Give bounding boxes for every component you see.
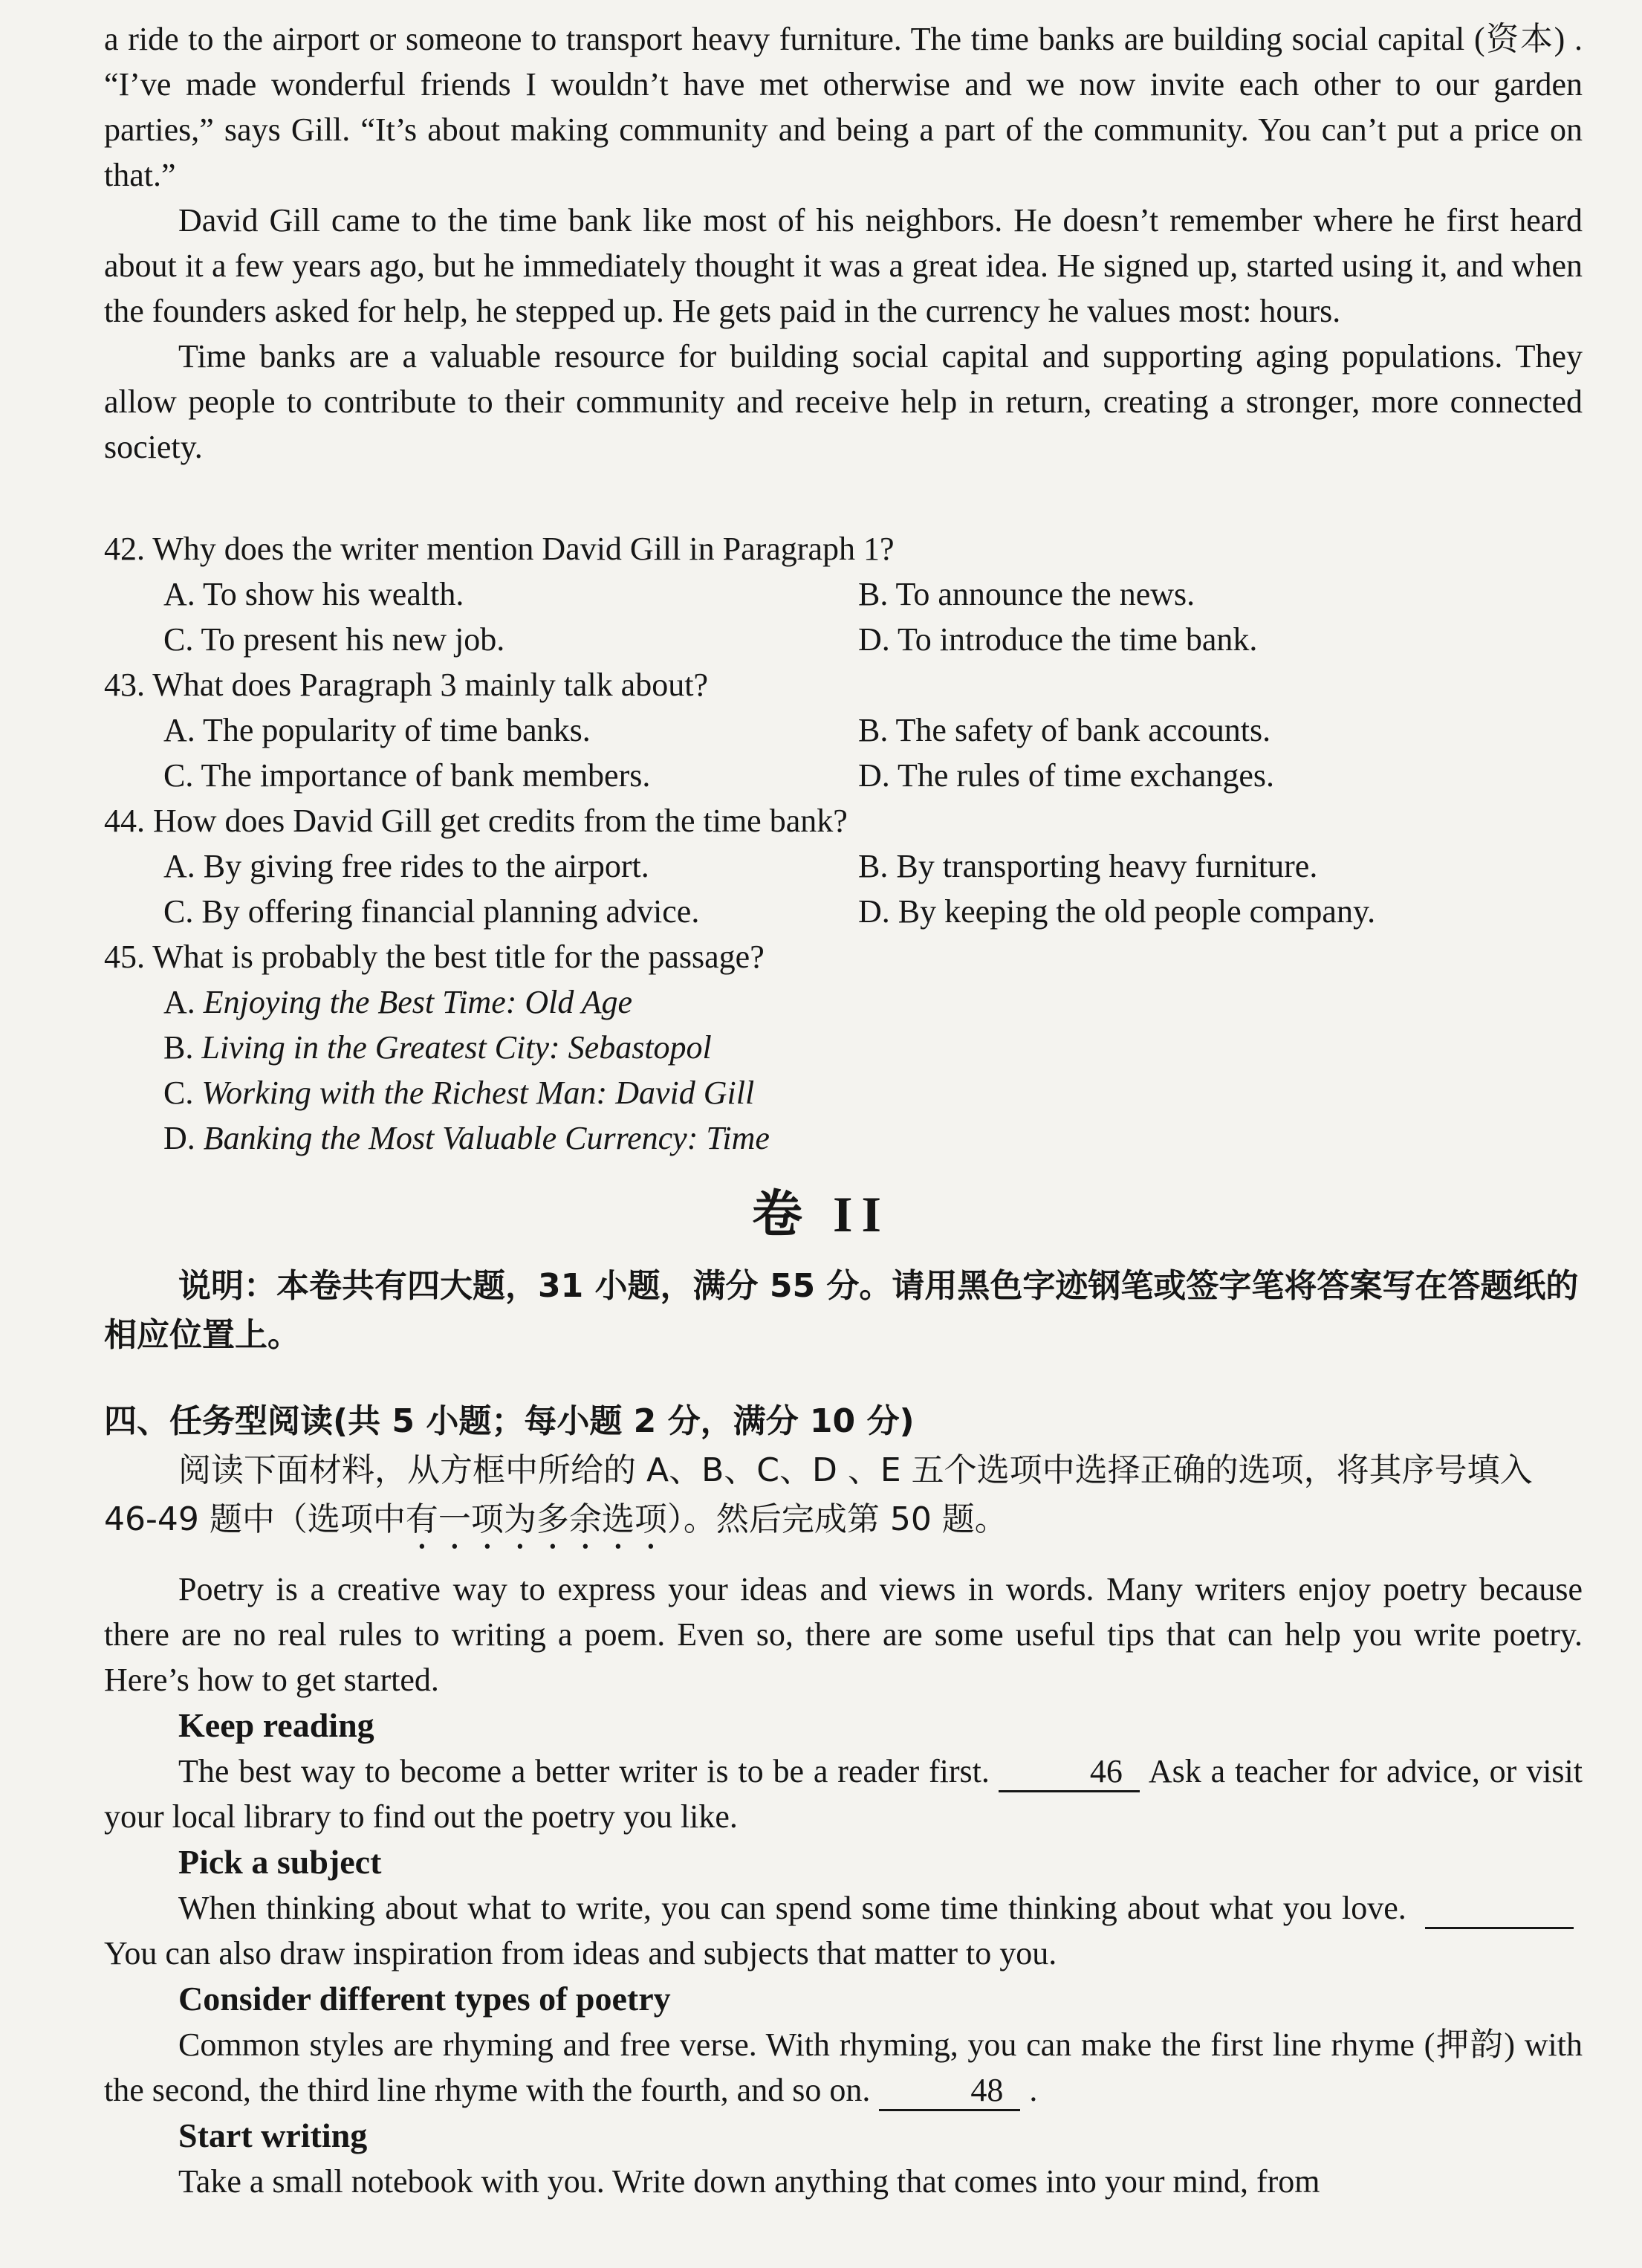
question-43 (104, 662, 1583, 798)
blank-48: 48 (879, 2072, 1020, 2111)
text: Common styles are rhyming and free verse. With rhyming, you can make the first line rhyme (押韵) with the second, the third line rhyme with the fourth, and so on. (104, 2026, 1583, 2108)
question-44 (104, 798, 1583, 934)
text: You can also draw inspiration from ideas and subjects that matter to you. (104, 1935, 1057, 1971)
question-stem: 45. What is probably the best title for the passage? (104, 939, 765, 975)
question-stem: 44. How does David Gill get credits from the time bank? (104, 803, 848, 839)
subheading-pick-subject: Pick a subject (178, 1843, 382, 1881)
option-b (163, 1025, 1583, 1070)
option-b: B. To announce the news. (858, 576, 1195, 612)
option-b: B. The safety of bank accounts. (858, 712, 1271, 748)
text: Ask a teacher for advice, or visit your local library to find out the poetry you like. (104, 1753, 1583, 1835)
option-c: C. By offering financial planning advice. (163, 893, 700, 930)
paragraph-pick-subject (104, 1885, 1583, 1976)
option-text: Living in the Greatest City: Sebastopol (201, 1029, 712, 1066)
directions-text-end: ）。然后完成第 50 题。 (666, 1500, 1007, 1538)
paragraph-start-writing: Take a small notebook with you. Write down anything that comes into your mind, from (178, 2163, 1320, 2200)
question-stem: 42. Why does the writer mention David Gill in Paragraph 1? (104, 531, 895, 567)
option-a: A. To show his wealth. (163, 576, 464, 612)
paragraph-0: a ride to the airport or someone to transport heavy furniture. The time banks are building social capital (资本) . “I’ve made wonderful friends I wouldn’t have met otherwise and we now invite each other to our garden parties,” says Gill. “It’s about making community and being a part of the community. You can’t put a price on that.” (104, 21, 1583, 193)
paragraph-2: Time banks are a valuable resource for building social capital and supporting aging populations. They allow people to contribute to their community and receive help in return, creating a stronger, more connected society. (104, 338, 1583, 465)
option-text: Working with the Richest Man: David Gill (201, 1075, 755, 1111)
paragraph-keep-reading (104, 1749, 1583, 1839)
subheading-types-of-poetry: Consider different types of poetry (178, 1980, 671, 2018)
option-a: A. By giving free rides to the airport. (163, 848, 649, 884)
poetry-intro: Poetry is a creative way to express your ideas and views in words. Many writers enjoy poetry because there are no real rules to writing a poem. Even so, there are some useful tips that can help you write poetry. Here’s how to get started. (104, 1571, 1583, 1698)
instruction-text: 说明：本卷共有四大题，31 小题，满分 55 分。请用黑色字迹钢笔或签字笔将答案写在答题纸的相应位置上。 (104, 1267, 1579, 1354)
text: . (1029, 2072, 1038, 2108)
option-a: A. The popularity of time banks. (163, 712, 591, 748)
subheading-start-writing: Start writing (178, 2116, 368, 2154)
volume-title: 卷 II (752, 1186, 890, 1242)
option-b: B. By transporting heavy furniture. (858, 848, 1318, 884)
question-stem: 43. What does Paragraph 3 mainly talk about? (104, 667, 708, 703)
option-d: D. To introduce the time bank. (858, 621, 1258, 658)
option-d: D. By keeping the old people company. (858, 893, 1376, 930)
text: When thinking about what to write, you can spend some time thinking about what you love. (178, 1890, 1406, 1926)
volume-instruction (104, 1262, 1583, 1360)
paragraph-types-of-poetry (104, 2022, 1583, 2113)
blank-47 (1425, 1890, 1574, 1929)
option-text: Enjoying the Best Time: Old Age (203, 984, 632, 1020)
option-letter: A. (163, 984, 195, 1020)
section-directions (104, 1446, 1583, 1557)
directions-emphasis: 有一项为多余选项 (405, 1500, 667, 1538)
poetry-passage (104, 1566, 1583, 2204)
question-45 (104, 934, 1583, 1161)
option-letter: B. (163, 1029, 194, 1066)
option-d: D. The rules of time exchanges. (858, 757, 1275, 794)
option-c: C. The importance of bank members. (163, 757, 651, 794)
section-4 (104, 1397, 1583, 1557)
option-d (163, 1115, 1583, 1161)
blank-46: 46 (999, 1753, 1140, 1792)
option-c (163, 1070, 1583, 1115)
section-heading: 四、任务型阅读(共 5 小题；每小题 2 分，满分 10 分) (104, 1402, 915, 1440)
option-a (163, 979, 1583, 1025)
option-c: C. To present his new job. (163, 621, 505, 658)
subheading-keep-reading: Keep reading (178, 1706, 374, 1744)
question-block (104, 526, 1583, 1161)
text: The best way to become a better writer is to be a reader first. (178, 1753, 990, 1789)
directions-text: 阅读下面材料，从方框中所给的 A、B、C、D 、E 五个选项中选择正确的选项，将其序号填入 46-49 题中（选项中 (104, 1451, 1533, 1538)
paragraph-1: David Gill came to the time bank like most of his neighbors. He doesn’t remember where he first heard about it a few years ago, but he immediately thought it was a great idea. He signed up, started using it, and when the founders asked for help, he stepped up. He gets paid in the currency he values most: hours. (104, 202, 1583, 329)
question-42 (104, 526, 1583, 662)
option-letter: D. (163, 1120, 195, 1156)
option-text: Banking the Most Valuable Currency: Time (203, 1120, 770, 1156)
option-letter: C. (163, 1075, 194, 1111)
reading-passage (104, 16, 1583, 470)
